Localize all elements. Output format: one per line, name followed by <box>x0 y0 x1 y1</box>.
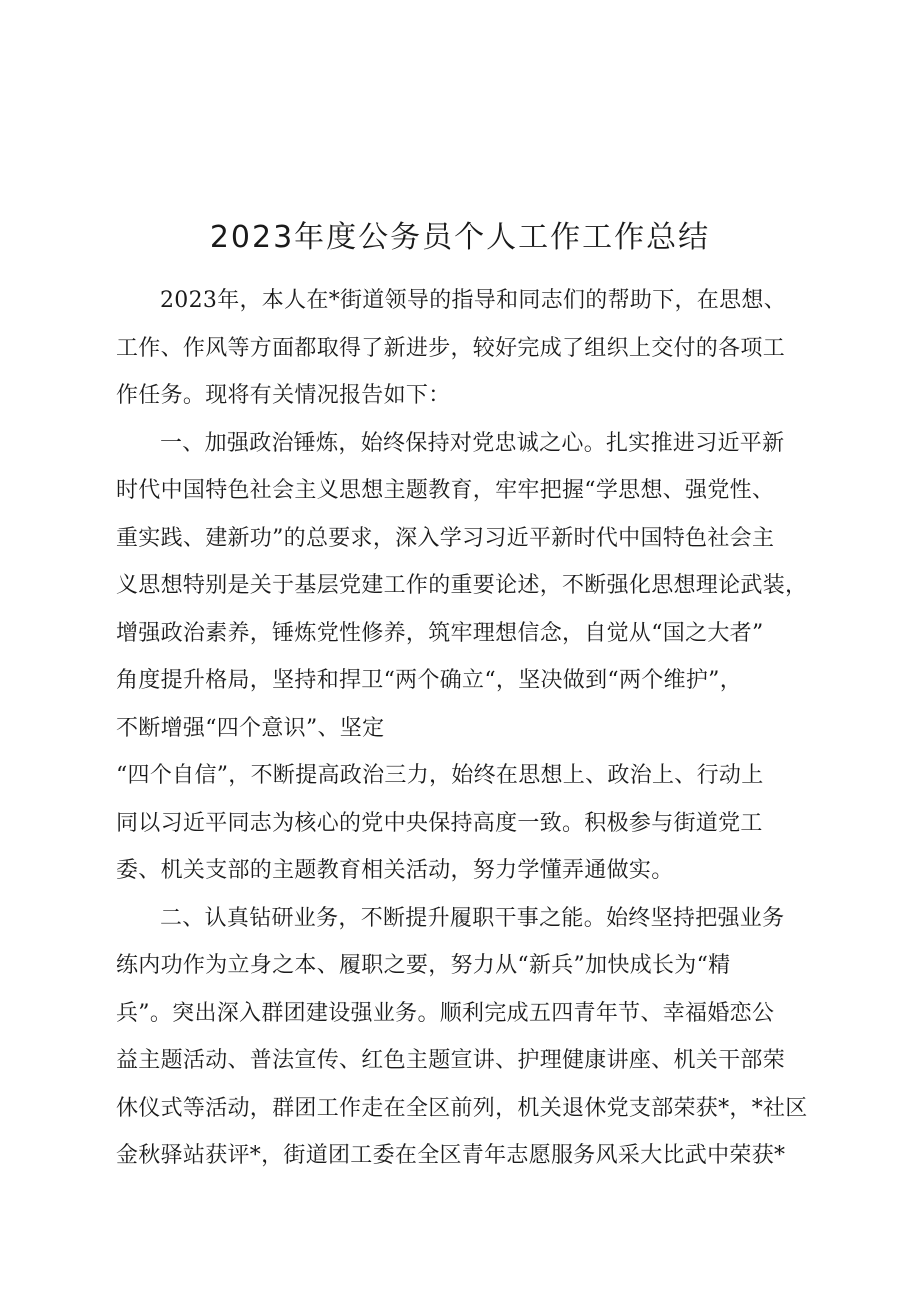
text-line: 作任务。现将有关情况报告如下： <box>116 383 451 408</box>
text-line: 二、认真钻研业务，不断提升履职干事之能。始终坚持把强业务 <box>160 905 785 931</box>
text-line: “四个自信”，不断提高政治三力，始终在思想上、政治上、行动上 <box>116 763 764 788</box>
text-line: 2023年，本人在*街道领导的指导和同志们的帮助下，在思想、 <box>160 288 786 313</box>
text-line: 重实践、建新功”的总要求，深入学习习近平新时代中国特色社会主 <box>116 525 775 551</box>
text-line: 不断增强“四个意识”、坚定 <box>116 715 385 741</box>
text-line: 工作、作风等方面都取得了新进步，较好完成了组织上交付的各项工 <box>116 335 786 361</box>
text-line: 时代中国特色社会主义思想主题教育，牢牢把握“学思想、强党性、 <box>116 478 775 503</box>
text-line: 益主题活动、普法宣传、红色主题宣讲、护理健康讲座、机关干部荣 <box>116 1048 786 1073</box>
text-line: 兵”。突出深入群团建设强业务。顺利完成五四青年节、幸福婚恋公 <box>116 1000 775 1026</box>
document-title: 2023年度公务员个人工作工作总结 <box>209 220 711 255</box>
text-line: 同以习近平同志为核心的党中央保持高度一致。积极参与街道党工 <box>116 810 763 836</box>
text-line: 义思想特别是关于基层党建工作的重要论述，不断强化思想理论武装， <box>116 573 808 598</box>
text-line: 休仪式等活动，群团工作走在全区前列，机关退休党支部荣获*，*社区 <box>116 1095 808 1121</box>
text-line: 一、加强政治锤炼，始终保持对党忠诚之心。扎实推进习近平新 <box>160 430 785 456</box>
text-line: 练内功作为立身之本、履职之要，努力从“新兵”加快成长为“精 <box>116 953 731 978</box>
text-line: 金秋驿站获评*，街道团工委在全区青年志愿服务风采大比武中荣获* <box>116 1143 786 1168</box>
text-line: 角度提升格局，坚持和捍卫“两个确立“，坚决做到“两个维护”， <box>116 668 742 693</box>
text-line: 委、机关支部的主题教育相关活动，努力学懂弄通做实。 <box>116 858 674 883</box>
text-line: 增强政治素养，锤炼党性修养，筑牢理想信念，自觉从“国之大者” <box>116 620 764 646</box>
document-body <box>116 277 828 1180</box>
